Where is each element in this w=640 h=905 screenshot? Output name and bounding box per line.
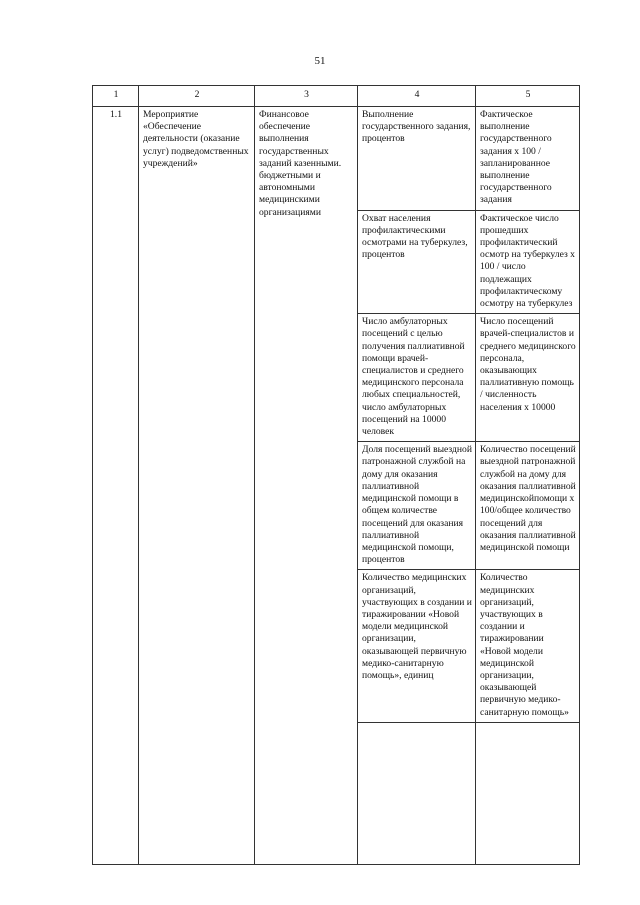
column-header: 3 [255, 86, 358, 107]
table-header-row [93, 86, 580, 107]
page-number: 51 [314, 55, 326, 67]
indicator-formula-cell: Фактическое число прошедших профилактический осмотр на туберкулез х 100 / число подлежащих профилактическому осмотру на туберкулез [476, 210, 580, 314]
indicator-formula-cell: Количество медицинских организаций, участвующих в создании и тиражировании «Новой модели медицинской организации, оказывающей первичную медико-санитарную помощь» [476, 570, 580, 722]
indicator-name-cell: Количество медицинских организаций, участвующих в создании и тиражировании «Новой модели медицинской организации, оказывающей первичную медико-санитарную помощь», единиц [358, 570, 476, 722]
indicator-formula-cell: Число посещений врачей-специалистов и среднего медицинского персонала, оказывающих паллиативную помощь / численность населения х 10000 [476, 314, 580, 442]
empty-cell [358, 722, 476, 864]
table-row [93, 107, 580, 211]
data-table [92, 85, 580, 865]
column-header: 5 [476, 86, 580, 107]
indicator-name-cell: Число амбулаторных посещений с целью получения паллиативной помощи врачей-специалистов и среднего медицинского персонала любых специальностей, число амбулаторных посещений на 10000 человек [358, 314, 476, 442]
empty-cell [476, 722, 580, 864]
column-header: 1 [93, 86, 139, 107]
indicator-formula-cell: Фактическое выполнение государственного задания х 100 / запланированное выполнение государственного задания [476, 107, 580, 211]
description-cell: Финансовое обеспечение выполнения государственных заданий казенными. бюджетными и автономными медицинскими организациями [255, 107, 358, 865]
indicator-name-cell: Охват населения профилактическими осмотрами на туберкулез, процентов [358, 210, 476, 314]
indicator-formula-cell: Количество посещений выездной патронажной службой на дому для оказания паллиативной медицинскойпомощи х 100/общее количество посещений для оказания паллиативной медицинской помощи [476, 442, 580, 570]
row-number-cell: 1.1 [93, 107, 139, 865]
column-header: 4 [358, 86, 476, 107]
indicator-name-cell: Доля посещений выездной патронажной службой на дому для оказания паллиативной медицинской помощи в общем количестве посещений для оказания паллиативной медицинской помощи, процентов [358, 442, 476, 570]
indicator-name-cell: Выполнение государственного задания, процентов [358, 107, 476, 211]
column-header: 2 [139, 86, 255, 107]
event-cell: Мероприятие «Обеспечение деятельности (оказание услуг) подведомственных учреждений» [139, 107, 255, 865]
